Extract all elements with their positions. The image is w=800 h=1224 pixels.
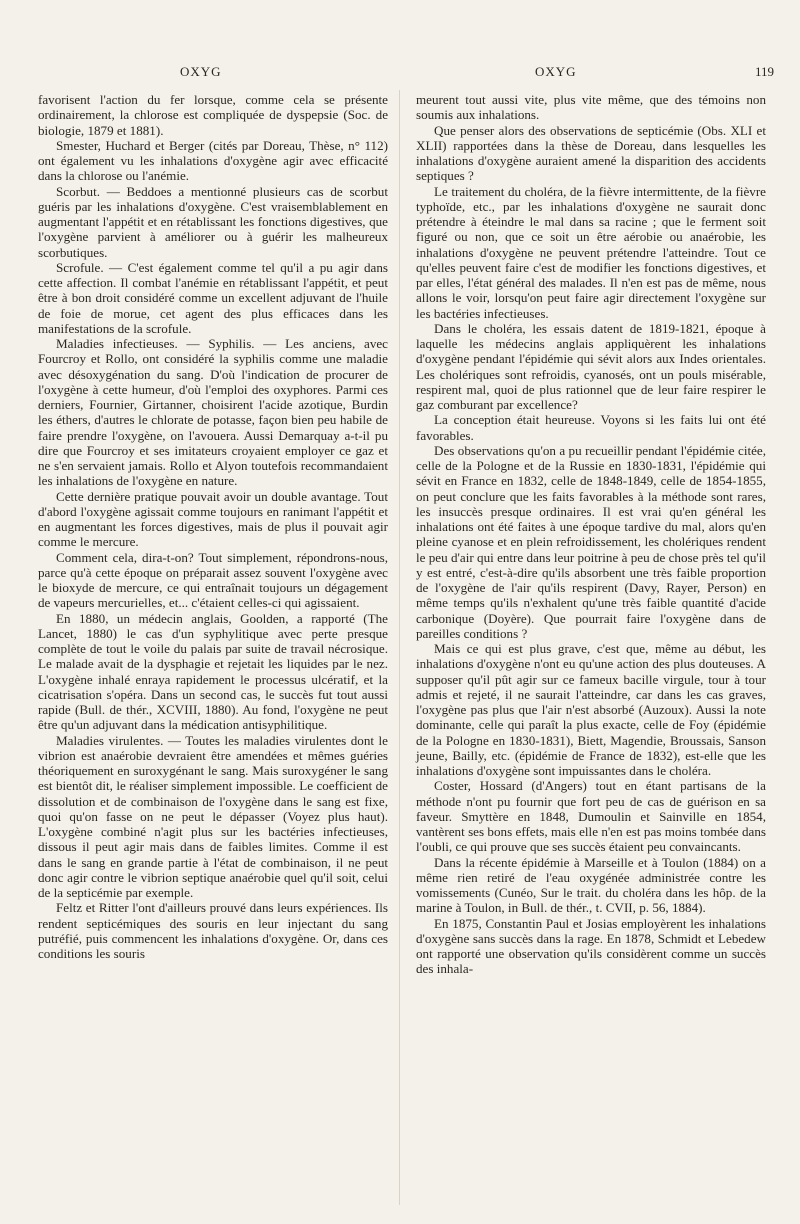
column-divider bbox=[399, 90, 400, 1205]
running-head-right: OXYG bbox=[535, 64, 577, 79]
paragraph: meurent tout aussi vite, plus vite même, que des témoins non soumis aux inhalations. bbox=[416, 92, 766, 123]
paragraph: Scorbut. — Beddoes a mentionné plusieurs cas de scorbut guéris par les inhalations d'oxygène. C'est vraisemblablement en augmentant l'appétit et en rétablissant les fonctions digestives, que l'oxygène parvient à améliorer ou à guérir les malheureux scorbutiques. bbox=[38, 183, 388, 260]
paragraph: En 1880, un médecin anglais, Goolden, a rapporté (The Lancet, 1880) le cas d'un syphylitique avec perte presque complète de tout le voile du palais par suite de travail nécrosique. Le malade avait de la dysphagie et rejetait les liquides par le nez. L'oxygène inhalé enraya rapidement le processus ulcératif, et la cicatrisation s'opéra. Dans un second cas, le succès fut tout aussi rapide (Bull. de thér., XCVIII, 1880). Au fond, l'oxygène ne peut être qu'un adjuvant dans la médication antisyphilitique. bbox=[38, 610, 388, 733]
paragraph: Feltz et Ritter l'ont d'ailleurs prouvé dans leurs expériences. Ils rendent septicémiques des souris en leur injectant du sang putréfié, puis commencent les inhalations d'oxygène. Or, dans ces conditions les souris bbox=[38, 900, 388, 961]
paragraph: Maladies infectieuses. — Syphilis. — Les anciens, avec Fourcroy et Rollo, ont considéré la syphilis comme une maladie avec désoxygénation du sang. D'où l'indication de procurer de l'oxygène à cette humeur, d'où l'emploi des oxyphores. Parmi ces derniers, Fournier, Girtanner, choisirent l'acide azotique, Burdin les éthers, d'autres le chlorate de potasse, façon bien peu habile de faire prendre l'oxygène, on l'avouera. Aussi Demarquay a-t-il pu dire que Fourcroy et ses imitateurs croyaient employer ce gaz et ne s'en servaient jamais. Rollo et Alyon toutefois recommandaient les inhalations de l'oxygène en nature. bbox=[38, 336, 388, 489]
paragraph: Le traitement du choléra, de la fièvre intermittente, de la fièvre typhoïde, etc., par les inhalations d'oxygène ne saurait donc prétendre à éteindre le mal dans sa racine ; que le ferment soit figuré ou non, que ce soit un être aérobie ou anaérobie, les inhalations d'oxygène ne peuvent prétendre l'atteindre. Tout ce qu'elles peuvent faire c'est de modifier les fonctions digestives, et par elles, l'état général des malades. Il n'en est pas de même, nous allons le voir, lorsqu'on peut faire agir directement l'oxygène sur les bactéries infectieuses. bbox=[416, 183, 766, 321]
paragraph: Maladies virulentes. — Toutes les maladies virulentes dont le vibrion est anaérobie devraient être amendées et mêmes guéries théoriquement en suroxygénant le sang. Mais suroxygéner le sang est bientôt dit, le réaliser simplement impossible. Le coefficient de dissolution et de combinaison de l'oxygène dans le sang est fixe, quoi qu'on fasse on ne peut le dépasser (Voyez plus haut). L'oxygène combiné n'agit plus sur les bactéries infectieuses, dissous il peut agir mais dans de faibles limites. Comme il est dans le sang en grande partie à l'état de combinaison, il ne peut donc agir contre le vibrion septique anaérobie quel qu'il soit, celui de la septicémie par exemple. bbox=[38, 732, 388, 900]
paragraph: En 1875, Constantin Paul et Josias employèrent les inhalations d'oxygène sans succès dans la rage. En 1878, Schmidt et Lebedew ont rapporté une observation qu'ils considèrent comme un succès des inhala- bbox=[416, 915, 766, 977]
left-column bbox=[38, 92, 388, 961]
paragraph: Cette dernière pratique pouvait avoir un double avantage. Tout d'abord l'oxygène agissait comme toujours en ranimant l'appétit et en augmentant les forces digestives, mais de plus il pouvait agir comme le mercure. bbox=[38, 488, 388, 550]
paragraph: Comment cela, dira-t-on? Tout simplement, répondrons-nous, parce qu'à cette époque on préparait assez souvent l'oxygène avec le bioxyde de mercure, ce qui entraînait toujours un dégagement de vapeurs mercurielles, et... c'étaient celles-ci qui agissaient. bbox=[38, 549, 388, 611]
paragraph: favorisent l'action du fer lorsque, comme cela se présente ordinairement, la chlorose est compliquée de dyspepsie (Soc. de biologie, 1879 et 1881). bbox=[38, 92, 388, 138]
paragraph: Mais ce qui est plus grave, c'est que, même au début, les inhalations d'oxygène n'ont eu qu'une action des plus douteuses. A supposer qu'il pût agir sur ce fameux bacille virgule, tour à tour admis et rejeté, il ne saurait l'atteindre, car dans les cas graves, l'oxygène pas plus que l'air n'est absorbé (Auzoux). Aussi la note dominante, celle qui paraît la plus exacte, celle de Foy (épidémie de la Pologne en 1830-1831), Biett, Magendie, Broussais, Sanson jeune, Bailly, etc. (épidémie de France de 1832), est-elle que les inhalations d'oxygène sont impuissantes dans le choléra. bbox=[416, 641, 766, 778]
paragraph: Coster, Hossard (d'Angers) tout en étant partisans de la méthode n'ont pu fournir que fort peu de cas de guérison en sa faveur. Smyttère en 1848, Dumoulin et Sainville en 1854, vantèrent ses bons effets, mais elle n'en est pas moins tombée dans l'oubli, ce qui prouve que ses succès étaient peu convaincants. bbox=[416, 778, 766, 855]
paragraph: Scrofule. — C'est également comme tel qu'il a pu agir dans cette affection. Il combat l'anémie en rétablissant l'appétit, et peut être à bon droit considéré comme un excellent adjuvant de l'huile de foie de morue, cet agent des plus efficaces dans les manifestations de la scrofule. bbox=[38, 259, 388, 336]
paragraph: Dans la récente épidémie à Marseille et à Toulon (1884) on a même rien retiré de l'eau oxygénée administrée contre les vomissements (Cunéo, Sur le trait. du choléra dans les hôp. de la marine à Toulon, in Bull. de thér., t. CVII, p. 56, 1884). bbox=[416, 854, 766, 916]
paragraph: Dans le choléra, les essais datent de 1819-1821, époque à laquelle les médecins anglais appliquèrent les inhalations d'oxygène pendant l'épidémie qui sévit alors aux Indes orientales. Les cholériques sont refroidis, cyanosés, ont un pouls misérable, respirent mal, quoi de plus rationnel que de leur faire respirer le gaz comburant par excellence? bbox=[416, 320, 766, 412]
paragraph: Smester, Huchard et Berger (cités par Doreau, Thèse, n° 112) ont également vu les inhalations d'oxygène agir avec efficacité dans la chlorose ou l'anémie. bbox=[38, 137, 388, 184]
paragraph: La conception était heureuse. Voyons si les faits lui ont été favorables. bbox=[416, 412, 766, 443]
paragraph: Que penser alors des observations de septicémie (Obs. XLI et XLII) rapportées dans la thèse de Doreau, dans lesquelles les inhalations d'oxygène auraient amené la disparition des accidents septiques ? bbox=[416, 122, 766, 184]
page-number: 119 bbox=[755, 64, 775, 79]
right-column bbox=[416, 92, 766, 977]
running-head-left: OXYG bbox=[180, 64, 222, 79]
paragraph: Des observations qu'on a pu recueillir pendant l'épidémie citée, celle de la Pologne et de la Russie en 1830-1831, l'épidémie qui sévit en France en 1832, celle de 1848-1849, celle de 1854-1855, on peut conclure que les faits favorables à la méthode sont rares, les insuccès presque ordinaires. Il est vrai qu'en général les inhalations ont été faites à une époque tardive du mal, alors qu'en pleine cyanose et en plein refroidissement, les cholériques rendent le peu d'air qui entre dans leur poitrine à peu de chose près tel qu'il y est entré, c'est-à-dire qu'ils absorbent une très faible proportion de l'oxygène de l'air qu'ils respirent (Davy, Rayer, Person) en même temps qu'ils n'exhalent qu'une très faible quantité d'acide carbonique (Doyère). Que pourrait faire l'oxygène dans de pareilles conditions ? bbox=[416, 442, 766, 641]
running-head bbox=[0, 64, 800, 84]
